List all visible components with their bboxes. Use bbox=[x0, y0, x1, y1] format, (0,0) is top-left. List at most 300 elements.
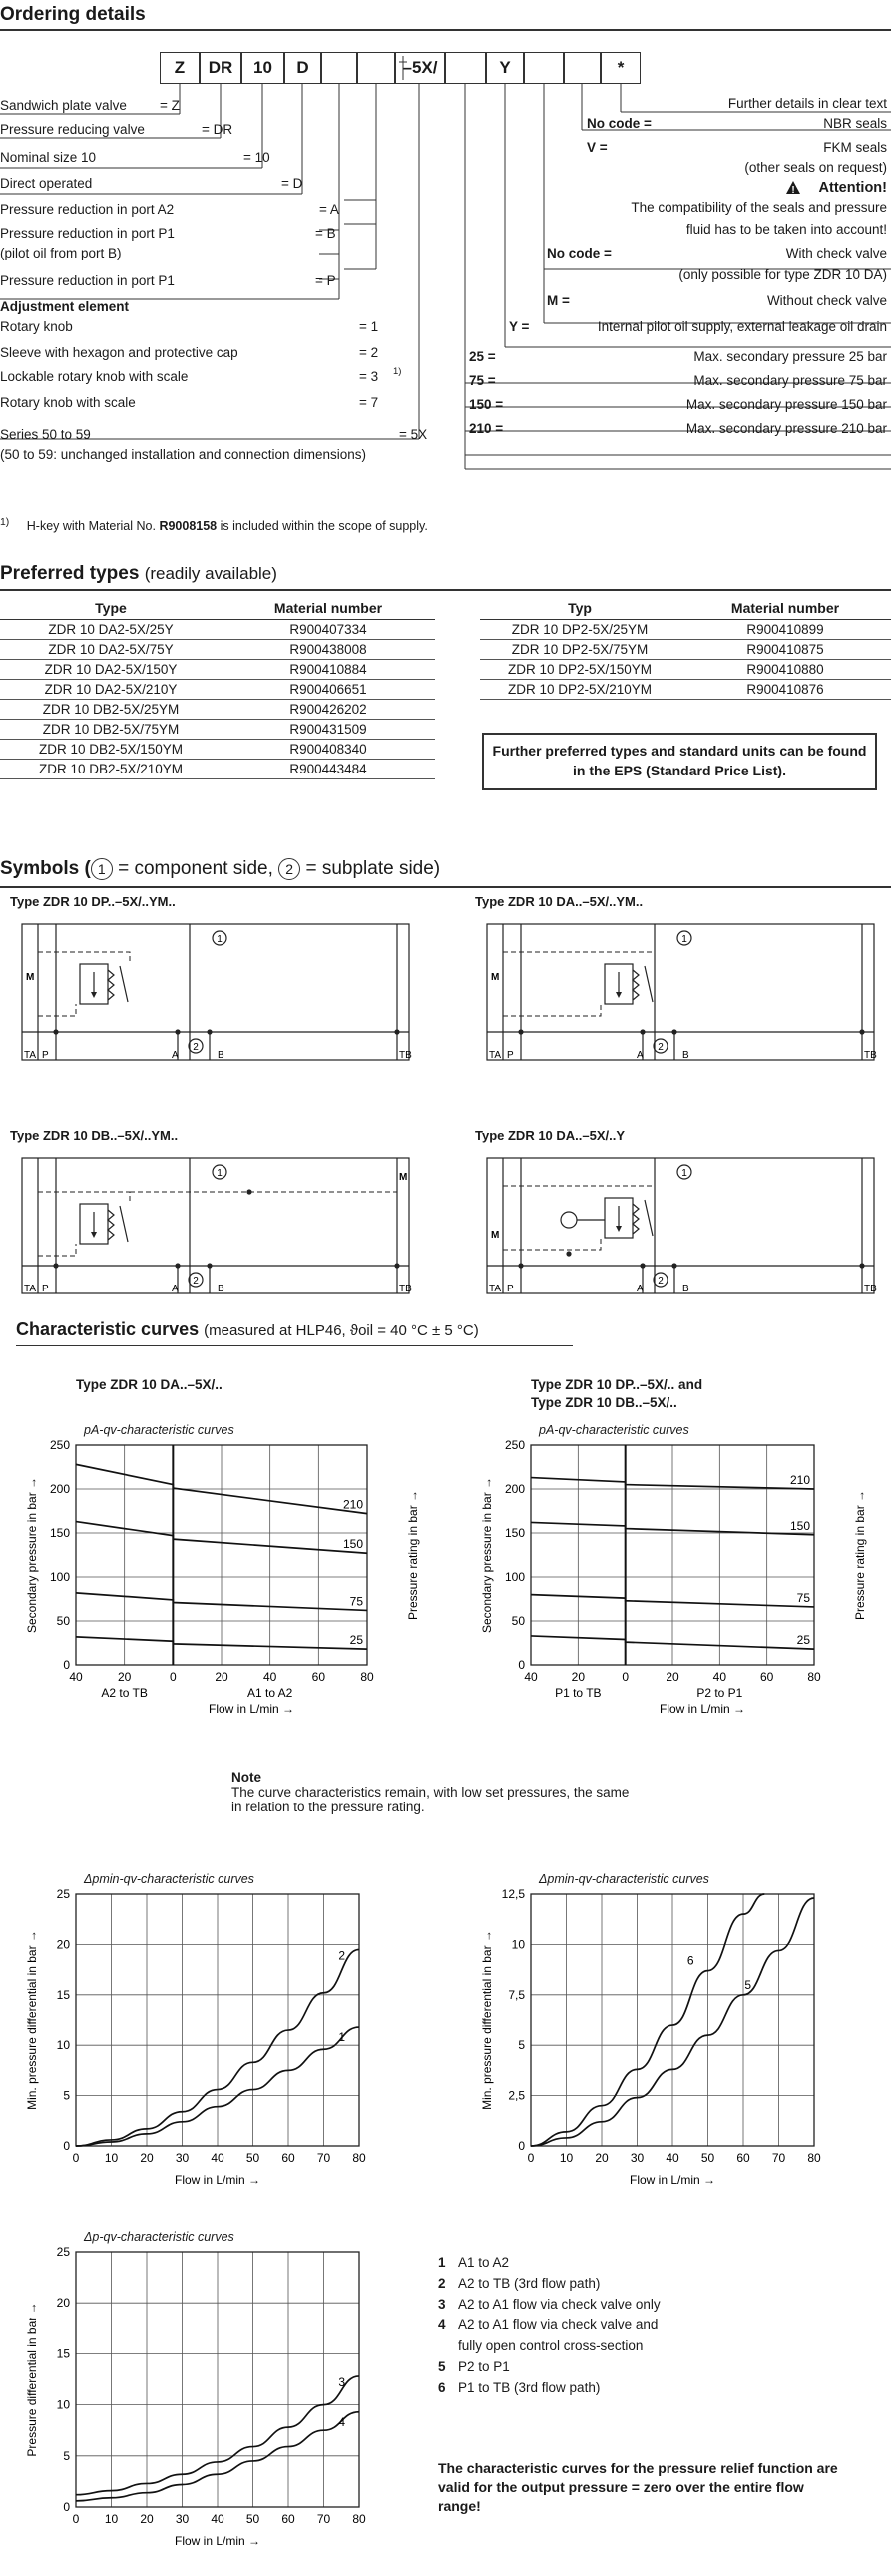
port-label: TA bbox=[24, 1050, 37, 1061]
legend-text: A2 to A1 flow via check valve and bbox=[458, 2318, 659, 2332]
curves-note bbox=[231, 1770, 631, 1814]
symbol-title-0: Type ZDR 10 DP..–5X/..YM.. bbox=[10, 894, 176, 909]
x-tick-label: 60 bbox=[281, 2512, 295, 2526]
curves-title-main: Characteristic curves bbox=[16, 1319, 200, 1339]
x-tick-label: 20 bbox=[666, 1670, 679, 1684]
footnote-material-number: R9008158 bbox=[159, 519, 218, 534]
series-label: 25 bbox=[349, 1633, 363, 1648]
symbols-title-pre: Symbols ( bbox=[0, 858, 91, 880]
preferred-title bbox=[0, 563, 277, 585]
subplate-side-number: 2 bbox=[658, 1276, 664, 1287]
order-code-cell-0: Z bbox=[160, 52, 200, 84]
y-tick-label: 15 bbox=[56, 2346, 70, 2361]
x-tick-label: 40 bbox=[69, 1670, 83, 1684]
order-right-key-2: V = bbox=[587, 140, 608, 155]
table-row bbox=[0, 760, 435, 779]
chart-subtitle-4: Δp-qv-characteristic curves bbox=[84, 2230, 234, 2244]
y-tick-label: 5 bbox=[63, 2088, 70, 2103]
order-left-label-11: Lockable rotary knob with scale bbox=[0, 369, 189, 384]
order-left-code-4: = A bbox=[319, 202, 339, 217]
material-cell: R900410884 bbox=[222, 660, 435, 680]
y-axis-label: Min. pressure differential in bar → bbox=[480, 1930, 494, 2110]
order-right-text-6: fluid has to be taken into account! bbox=[685, 222, 887, 237]
x-tick-label: 10 bbox=[104, 2512, 119, 2526]
type-cell: ZDR 10 DB2-5X/210YM bbox=[0, 760, 222, 779]
x-tick-label: 50 bbox=[245, 2512, 260, 2526]
series-label: 1 bbox=[338, 2030, 345, 2045]
port-m-label: M bbox=[26, 972, 35, 983]
x-tick-label: 40 bbox=[524, 1670, 538, 1684]
x-tick-label: 40 bbox=[712, 1670, 727, 1684]
legend-item-1 bbox=[438, 2273, 661, 2294]
y-axis-label: Min. pressure differential in bar → bbox=[25, 1930, 39, 2110]
port-label: B bbox=[682, 1284, 689, 1294]
chart-2 bbox=[16, 1888, 429, 2210]
symbol-diagram-2 bbox=[20, 1150, 415, 1301]
order-left-label-7: Pressure reduction in port P1 bbox=[0, 273, 175, 288]
y-axis-label-right: Pressure rating in bar → bbox=[853, 1489, 867, 1621]
y-tick-label: 5 bbox=[63, 2448, 70, 2463]
y-tick-label: 150 bbox=[49, 1526, 70, 1540]
legend-number: 6 bbox=[438, 2380, 446, 2395]
x-tick-label: 80 bbox=[807, 2151, 821, 2165]
x-tick-label: 60 bbox=[281, 2151, 295, 2165]
material-cell: R900431509 bbox=[222, 720, 435, 740]
order-left-code-13: = 5X bbox=[399, 427, 428, 442]
y-tick-label: 20 bbox=[56, 1937, 70, 1952]
port-label: P bbox=[42, 1050, 49, 1061]
material-cell: R900408340 bbox=[222, 740, 435, 760]
y-tick-label: 10 bbox=[56, 2397, 70, 2412]
order-right-key-11: 25 = bbox=[469, 349, 496, 364]
x-tick-label: 30 bbox=[175, 2512, 190, 2526]
port-label: TA bbox=[24, 1284, 37, 1294]
order-code-cell-3: D bbox=[284, 52, 321, 84]
series-label: 210 bbox=[789, 1473, 810, 1487]
symbols-title-mid: = component side, bbox=[112, 858, 279, 880]
x-tick-label: 80 bbox=[360, 1670, 374, 1684]
type-cell: ZDR 10 DB2-5X/150YM bbox=[0, 740, 222, 760]
y-tick-label: 25 bbox=[56, 1888, 70, 1901]
curves-legend bbox=[438, 2252, 661, 2398]
y-tick-label: 0 bbox=[518, 2139, 525, 2153]
port-label: B bbox=[218, 1284, 224, 1294]
y-tick-label: 100 bbox=[49, 1570, 70, 1584]
legend-item-5 bbox=[438, 2356, 661, 2377]
y-tick-label: 10 bbox=[511, 1937, 525, 1952]
type-cell: ZDR 10 DP2-5X/25YM bbox=[480, 620, 679, 640]
x-tick-label: 0 bbox=[72, 2151, 80, 2165]
x-tick-label: 70 bbox=[316, 2151, 331, 2165]
chart-subtitle-3: Δpmin-qv-characteristic curves bbox=[539, 1872, 709, 1886]
type-cell: ZDR 10 DP2-5X/75YM bbox=[480, 640, 679, 660]
legend-item-4 bbox=[438, 2335, 661, 2356]
order-left-label-5: Pressure reduction in port P1 bbox=[0, 226, 175, 241]
y-tick-label: 7,5 bbox=[508, 1987, 525, 2002]
material-cell: R900443484 bbox=[222, 760, 435, 779]
series-label: 210 bbox=[342, 1497, 363, 1512]
y-axis-label: Secondary pressure in bar → bbox=[480, 1476, 494, 1634]
order-left-code-12: = 7 bbox=[359, 395, 379, 410]
x-tick-label: 60 bbox=[759, 1670, 774, 1684]
series-label: 4 bbox=[338, 2414, 345, 2429]
x-tick-label: 0 bbox=[622, 1670, 630, 1684]
flow-direction-left: A2 to TB bbox=[101, 1686, 148, 1700]
series-label: 5 bbox=[744, 1977, 751, 1992]
x-tick-label: 20 bbox=[117, 1670, 132, 1684]
port-label: B bbox=[218, 1050, 224, 1061]
series-label: 25 bbox=[796, 1633, 810, 1648]
x-tick-label: 40 bbox=[211, 2151, 224, 2165]
order-left-code-10: = 2 bbox=[359, 345, 379, 360]
table-row bbox=[0, 620, 435, 640]
y-tick-label: 25 bbox=[56, 2246, 70, 2259]
type-cell: ZDR 10 DB2-5X/75YM bbox=[0, 720, 222, 740]
x-axis-label: Flow in L/min → bbox=[629, 2173, 716, 2187]
order-right-text-5: The compatibility of the seals and pressure bbox=[631, 200, 887, 215]
table-row bbox=[0, 680, 435, 700]
legend-item-0 bbox=[438, 2252, 661, 2273]
symbols-title-post: = subplate side) bbox=[300, 858, 441, 880]
chart-1 bbox=[471, 1439, 884, 1729]
type-cell: ZDR 10 DA2-5X/210Y bbox=[0, 680, 222, 700]
curves-final-note: The characteristic curves for the pressure relief function are valid for the output pressure = zero over the entire flow range! bbox=[438, 2460, 838, 2514]
series-label: 3 bbox=[338, 2374, 345, 2389]
series-label: 75 bbox=[349, 1594, 363, 1609]
table-row bbox=[480, 640, 891, 660]
x-tick-label: 80 bbox=[352, 2512, 366, 2526]
port-label: TA bbox=[489, 1050, 502, 1061]
y-tick-label: 150 bbox=[504, 1526, 525, 1540]
table-row bbox=[0, 720, 435, 740]
order-code-cell-11: * bbox=[601, 52, 641, 84]
symbols-title bbox=[0, 858, 440, 880]
component-side-number: 1 bbox=[681, 1168, 687, 1179]
port-label: TA bbox=[489, 1284, 502, 1294]
footnote bbox=[0, 517, 428, 533]
order-left-label-1: Pressure reducing valve bbox=[0, 122, 145, 137]
subplate-side-circle: 2 bbox=[278, 858, 300, 880]
x-tick-label: 30 bbox=[175, 2151, 190, 2165]
x-tick-label: 20 bbox=[595, 2151, 609, 2165]
legend-number: 5 bbox=[438, 2359, 446, 2374]
symbol-diagram-1 bbox=[485, 916, 880, 1068]
x-axis-label: Flow in L/min → bbox=[174, 2534, 261, 2548]
col-material: Material number bbox=[222, 597, 435, 620]
order-right-key-10: Y = bbox=[509, 319, 530, 334]
legend-text: P2 to P1 bbox=[458, 2359, 510, 2374]
preferred-title-suffix: (readily available) bbox=[144, 564, 277, 583]
preferred-title-main: Preferred types bbox=[0, 563, 140, 584]
material-cell: R900438008 bbox=[222, 640, 435, 660]
port-label: P bbox=[42, 1284, 49, 1294]
y-axis-label: Pressure differential in bar → bbox=[25, 2302, 39, 2457]
x-tick-label: 0 bbox=[169, 1670, 177, 1684]
order-left-label-3: Direct operated bbox=[0, 176, 93, 191]
legend-item-3 bbox=[438, 2315, 661, 2335]
series-label: 150 bbox=[342, 1537, 363, 1552]
x-tick-label: 30 bbox=[630, 2151, 645, 2165]
x-tick-label: 60 bbox=[736, 2151, 750, 2165]
order-right-text-0: Further details in clear text bbox=[727, 96, 887, 111]
material-cell: R900410880 bbox=[679, 660, 891, 680]
port-m-label: M bbox=[491, 1230, 500, 1241]
port-label: A bbox=[172, 1050, 179, 1061]
port-label: P bbox=[507, 1284, 514, 1294]
order-right-text-8: (only possible for type ZDR 10 DA) bbox=[678, 267, 887, 282]
x-tick-label: 70 bbox=[316, 2512, 331, 2526]
port-m-label: M bbox=[491, 972, 500, 983]
table-row bbox=[480, 620, 891, 640]
order-right-key-7: No code = bbox=[547, 246, 612, 260]
y-tick-label: 200 bbox=[49, 1482, 70, 1496]
table-row bbox=[0, 700, 435, 720]
x-tick-label: 0 bbox=[527, 2151, 535, 2165]
col-material-right: Material number bbox=[679, 597, 891, 620]
chart-4 bbox=[16, 2246, 429, 2571]
y-axis-label-right: Pressure rating in bar → bbox=[406, 1489, 420, 1621]
component-side-number: 1 bbox=[217, 934, 223, 945]
chart-title-0: Type ZDR 10 DA..–5X/.. bbox=[76, 1377, 223, 1392]
component-side-number: 1 bbox=[217, 1168, 223, 1179]
legend-text: fully open control cross-section bbox=[458, 2338, 644, 2353]
order-right-text-9: Without check valve bbox=[766, 293, 887, 308]
port-label: TB bbox=[399, 1050, 412, 1061]
preferred-table-right bbox=[480, 597, 891, 700]
order-left-label-6: (pilot oil from port B) bbox=[0, 246, 122, 260]
x-tick-label: 20 bbox=[571, 1670, 586, 1684]
order-left-label-13: Series 50 to 59 bbox=[0, 427, 91, 442]
type-cell: ZDR 10 DP2-5X/150YM bbox=[480, 660, 679, 680]
table-row bbox=[0, 660, 435, 680]
type-cell: ZDR 10 DB2-5X/25YM bbox=[0, 700, 222, 720]
order-left-label-14: (50 to 59: unchanged installation and connection dimensions) bbox=[0, 447, 366, 462]
footnote-mark: 1) bbox=[0, 517, 10, 528]
order-left-label-12: Rotary knob with scale bbox=[0, 395, 136, 410]
material-cell: R900406651 bbox=[222, 680, 435, 700]
material-cell: R900426202 bbox=[222, 700, 435, 720]
symbol-diagram-3 bbox=[485, 1150, 880, 1301]
warning-icon bbox=[785, 180, 801, 195]
x-tick-label: 10 bbox=[559, 2151, 574, 2165]
order-code-cell-2: 10 bbox=[241, 52, 284, 84]
order-left-sup-11: 1) bbox=[393, 366, 402, 377]
y-tick-label: 5 bbox=[518, 2038, 525, 2053]
port-label: B bbox=[682, 1050, 689, 1061]
x-tick-label: 80 bbox=[352, 2151, 366, 2165]
table-row bbox=[480, 660, 891, 680]
port-label: P bbox=[507, 1050, 514, 1061]
chart-0 bbox=[16, 1439, 437, 1729]
table-row bbox=[0, 740, 435, 760]
x-tick-label: 50 bbox=[700, 2151, 715, 2165]
legend-number: 4 bbox=[438, 2318, 446, 2332]
svg-text:!: ! bbox=[791, 185, 795, 195]
order-left-label-2: Nominal size 10 bbox=[0, 150, 97, 165]
y-tick-label: 0 bbox=[63, 2500, 70, 2514]
series-label: 150 bbox=[789, 1518, 810, 1533]
order-left-label-4: Pressure reduction in port A2 bbox=[0, 202, 175, 217]
curves-title bbox=[16, 1319, 479, 1340]
type-cell: ZDR 10 DA2-5X/25Y bbox=[0, 620, 222, 640]
x-tick-label: 20 bbox=[215, 1670, 228, 1684]
y-tick-label: 0 bbox=[63, 1658, 70, 1672]
order-code-cell-6: –5X/ bbox=[395, 52, 445, 84]
order-right-text-11: Max. secondary pressure 25 bar bbox=[693, 349, 887, 364]
material-cell: R900410899 bbox=[679, 620, 891, 640]
order-right-text-14: Max. secondary pressure 210 bar bbox=[685, 421, 887, 436]
x-tick-label: 70 bbox=[771, 2151, 786, 2165]
material-cell: R900410875 bbox=[679, 640, 891, 660]
x-tick-label: 50 bbox=[245, 2151, 260, 2165]
curves-note-title: Note bbox=[231, 1770, 261, 1785]
material-cell: R900410876 bbox=[679, 680, 891, 700]
y-tick-label: 20 bbox=[56, 2296, 70, 2311]
chart-subtitle-1: pA-qv-characteristic curves bbox=[539, 1423, 689, 1437]
legend-text: P1 to TB (3rd flow path) bbox=[458, 2380, 601, 2395]
order-left-code-0: = Z bbox=[160, 98, 180, 113]
x-axis-label: Flow in L/min → bbox=[174, 2173, 261, 2187]
order-right-text-13: Max. secondary pressure 150 bar bbox=[685, 397, 887, 412]
curves-title-suffix: (measured at HLP46, ϑoil = 40 °C ± 5 °C) bbox=[204, 1322, 479, 1339]
order-left-code-5: = B bbox=[315, 226, 336, 241]
x-axis-label: Flow in L/min → bbox=[208, 1702, 295, 1716]
order-right-key-9: M = bbox=[547, 293, 570, 308]
ordering-title: Ordering details bbox=[0, 4, 146, 25]
component-side-circle: 1 bbox=[91, 858, 113, 880]
order-right-key-1: No code = bbox=[587, 116, 652, 131]
y-tick-label: 0 bbox=[63, 2139, 70, 2153]
series-label: 75 bbox=[796, 1590, 810, 1605]
y-tick-label: 12,5 bbox=[501, 1888, 525, 1901]
order-right-text-7: With check valve bbox=[785, 246, 887, 260]
legend-number: 2 bbox=[438, 2276, 446, 2291]
footnote-text-pre: H-key with Material No. bbox=[26, 519, 160, 534]
footnote-text-post: is included within the scope of supply. bbox=[217, 519, 428, 534]
subplate-side-number: 2 bbox=[193, 1042, 199, 1053]
port-label: A bbox=[637, 1050, 644, 1061]
flow-direction-right: P2 to P1 bbox=[696, 1686, 743, 1700]
legend-number bbox=[438, 2335, 458, 2356]
x-tick-label: 80 bbox=[807, 1670, 821, 1684]
col-type-right: Typ bbox=[480, 597, 679, 620]
y-tick-label: 10 bbox=[56, 2038, 70, 2053]
y-tick-label: 0 bbox=[518, 1658, 525, 1672]
order-right-key-12: 75 = bbox=[469, 373, 496, 388]
series-label: 6 bbox=[686, 1953, 694, 1968]
legend-number: 3 bbox=[438, 2297, 446, 2312]
order-left-label-8: Adjustment element bbox=[0, 299, 130, 314]
order-left-code-2: = 10 bbox=[243, 150, 270, 165]
chart-subtitle-2: Δpmin-qv-characteristic curves bbox=[84, 1872, 254, 1886]
port-label: A bbox=[172, 1284, 179, 1294]
subplate-side-number: 2 bbox=[658, 1042, 664, 1053]
preferred-note-box: Further preferred types and standard units can be found in the EPS (Standard Price List). bbox=[482, 733, 877, 790]
order-right-text-10: Internal pilot oil supply, external leakage oil drain bbox=[597, 319, 887, 334]
port-label: TB bbox=[399, 1284, 412, 1294]
legend-text: A2 to A1 flow via check valve only bbox=[458, 2297, 661, 2312]
type-cell: ZDR 10 DA2-5X/75Y bbox=[0, 640, 222, 660]
port-label: TB bbox=[864, 1050, 877, 1061]
y-tick-label: 2,5 bbox=[508, 2088, 525, 2103]
flow-direction-left: P1 to TB bbox=[555, 1686, 602, 1700]
chart-title2-1: Type ZDR 10 DB..–5X/.. bbox=[531, 1395, 677, 1410]
x-tick-label: 60 bbox=[311, 1670, 326, 1684]
table-row bbox=[480, 680, 891, 700]
chart-title-1: Type ZDR 10 DP..–5X/.. and bbox=[531, 1377, 703, 1392]
symbol-title-3: Type ZDR 10 DA..–5X/..Y bbox=[475, 1128, 626, 1143]
y-tick-label: 250 bbox=[504, 1439, 525, 1452]
order-right-key-14: 210 = bbox=[469, 421, 504, 436]
order-left-label-0: Sandwich plate valve bbox=[0, 98, 127, 113]
preferred-table-left bbox=[0, 597, 435, 779]
symbol-title-1: Type ZDR 10 DA..–5X/..YM.. bbox=[475, 894, 644, 909]
order-right-text-3: (other seals on request) bbox=[744, 160, 887, 175]
y-tick-label: 100 bbox=[504, 1570, 525, 1584]
x-tick-label: 10 bbox=[104, 2151, 119, 2165]
symbol-diagram-0 bbox=[20, 916, 415, 1068]
x-tick-label: 40 bbox=[211, 2512, 224, 2526]
curves-note-text: The curve characteristics remain, with low set pressures, the same in relation to the pressure rating. bbox=[231, 1785, 630, 1814]
chart-3 bbox=[471, 1888, 884, 2210]
port-label: TB bbox=[864, 1284, 877, 1294]
series-label: 2 bbox=[338, 1948, 345, 1963]
legend-number: 1 bbox=[438, 2255, 446, 2270]
legend-item-6 bbox=[438, 2377, 661, 2398]
order-left-code-3: = D bbox=[281, 176, 303, 191]
order-left-code-9: = 1 bbox=[359, 319, 379, 334]
y-tick-label: 200 bbox=[504, 1482, 525, 1496]
table-row bbox=[0, 640, 435, 660]
legend-item-2 bbox=[438, 2294, 661, 2315]
order-code-cell-8: Y bbox=[486, 52, 524, 84]
type-cell: ZDR 10 DA2-5X/150Y bbox=[0, 660, 222, 680]
x-tick-label: 0 bbox=[72, 2512, 80, 2526]
x-axis-label: Flow in L/min → bbox=[659, 1702, 746, 1716]
y-axis-label: Secondary pressure in bar → bbox=[25, 1476, 39, 1634]
x-tick-label: 40 bbox=[666, 2151, 679, 2165]
order-code-cell-1: DR bbox=[200, 52, 241, 84]
subplate-side-number: 2 bbox=[193, 1276, 199, 1287]
port-label: A bbox=[637, 1284, 644, 1294]
order-right-key-13: 150 = bbox=[469, 397, 504, 412]
legend-text: A2 to TB (3rd flow path) bbox=[458, 2276, 601, 2291]
order-left-code-7: = P bbox=[315, 273, 336, 288]
material-cell: R900407334 bbox=[222, 620, 435, 640]
symbol-title-2: Type ZDR 10 DB..–5X/..YM.. bbox=[10, 1128, 179, 1143]
x-tick-label: 40 bbox=[262, 1670, 277, 1684]
order-left-label-9: Rotary knob bbox=[0, 319, 73, 334]
legend-text: A1 to A2 bbox=[458, 2255, 510, 2270]
order-left-label-10: Sleeve with hexagon and protective cap bbox=[0, 345, 238, 360]
col-type: Type bbox=[0, 597, 222, 620]
x-tick-label: 20 bbox=[140, 2512, 154, 2526]
order-right-text-2: FKM seals bbox=[823, 140, 887, 155]
order-right-text-1: NBR seals bbox=[823, 116, 887, 131]
component-side-number: 1 bbox=[681, 934, 687, 945]
y-tick-label: 50 bbox=[56, 1614, 70, 1628]
y-tick-label: 250 bbox=[49, 1439, 70, 1452]
y-tick-label: 50 bbox=[511, 1614, 525, 1628]
flow-direction-right: A1 to A2 bbox=[246, 1686, 293, 1700]
chart-subtitle-0: pA-qv-characteristic curves bbox=[84, 1423, 234, 1437]
type-cell: ZDR 10 DP2-5X/210YM bbox=[480, 680, 679, 700]
y-tick-label: 15 bbox=[56, 1987, 70, 2002]
order-right-text-12: Max. secondary pressure 75 bar bbox=[693, 373, 887, 388]
order-left-code-1: = DR bbox=[202, 122, 233, 137]
order-left-code-11: = 3 bbox=[359, 369, 379, 384]
x-tick-label: 20 bbox=[140, 2151, 154, 2165]
